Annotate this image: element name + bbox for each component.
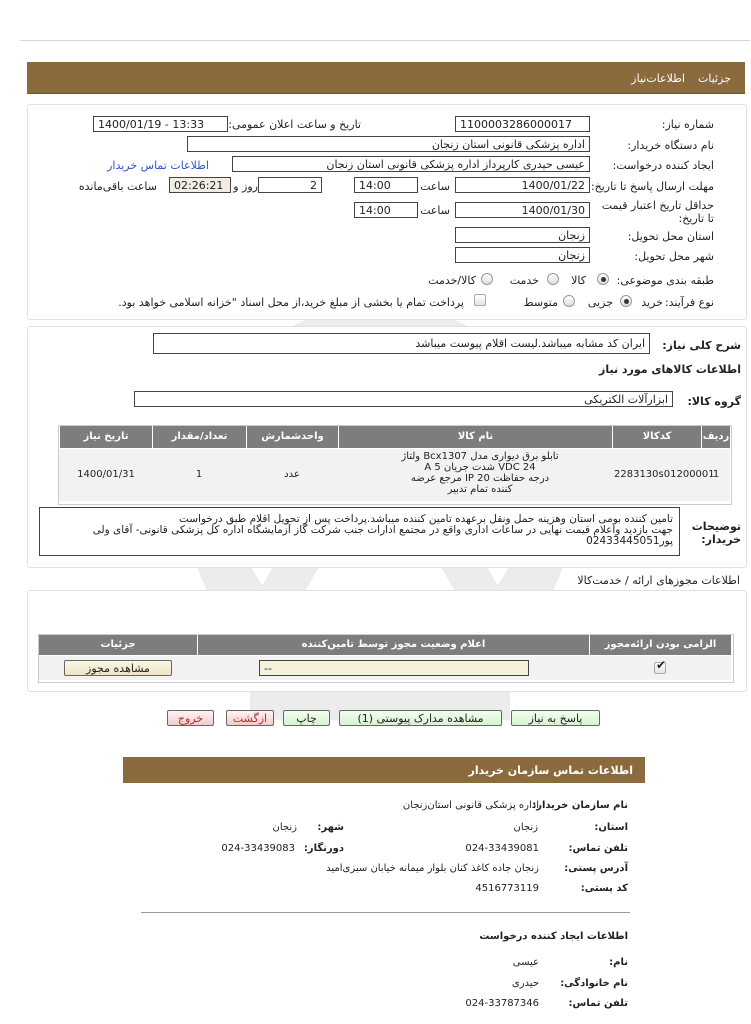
postal-label: کد پستی: xyxy=(580,883,628,894)
city-contact-label: شهر: xyxy=(317,822,344,833)
cell-unit: عدد xyxy=(284,469,300,480)
phone-label: تلفن تماس: xyxy=(568,843,628,854)
goods-group-label: گروه کالا: xyxy=(687,395,741,408)
category-goods-radio[interactable] xyxy=(597,273,609,285)
deadline-time-field: 14:00 xyxy=(354,177,418,193)
creator-family-value: حیدری xyxy=(511,978,539,989)
city-contact-value: زنجان xyxy=(272,822,297,833)
cell-name: تابلو برق دیواری مدل Bcx1307 ولتاژ 24 VDC شدت جریان 5 A درجه حفاظت IP 20 مرجع عرضه کننده تمام تدبیر xyxy=(401,451,559,495)
org-value: اداره پزشکی قانونی استان‌زنجان xyxy=(402,800,539,811)
category-label: طبقه بندی موضوعی: xyxy=(616,274,714,287)
process-small-radio[interactable] xyxy=(620,295,632,307)
permits-title: اطلاعات مجوزهای ارائه / خدمت‌کالا xyxy=(577,574,740,587)
deadline-hour-label: ساعت xyxy=(420,180,450,193)
summary-label: شرح کلی نیاز: xyxy=(662,339,741,352)
permit-status-field: -- xyxy=(259,660,529,676)
attachments-button[interactable]: مشاهده مدارک پیوستی (1) xyxy=(339,710,502,726)
postal-value: 4516773119 xyxy=(475,883,539,894)
need-number-field: 1100003286000017 xyxy=(455,116,590,132)
check-icon: ✔ xyxy=(656,658,667,672)
creator-name-label: نام: xyxy=(609,957,628,968)
col-qty: تعداد/مقدار xyxy=(153,426,246,448)
process-buy-label: خرید xyxy=(641,296,663,309)
col-code: کدکالا xyxy=(613,426,701,448)
treasury-payment-checkbox[interactable] xyxy=(474,294,486,306)
view-permit-button[interactable]: مشاهده مجوز xyxy=(64,660,172,676)
cell-date: 1400/01/31 xyxy=(77,469,135,480)
days-label: روز و xyxy=(233,180,258,193)
org-label: نام سازمان خریدار: xyxy=(532,800,628,811)
creator-info-title: اطلاعات ایجاد کننده درخواست xyxy=(479,931,628,942)
creator-label: ایجاد کننده درخواست: xyxy=(612,159,714,172)
days-field: 2 xyxy=(258,177,322,193)
top-divider xyxy=(20,40,750,41)
category-both-radio[interactable] xyxy=(481,273,493,285)
validity-hour-label: ساعت xyxy=(420,204,450,217)
col-row: ردیف xyxy=(702,426,730,448)
validity-time-field: 14:00 xyxy=(354,202,418,218)
announce-field: 1400/01/19 - 13:33 xyxy=(93,116,228,132)
creator-phone-label: تلفن تماس: xyxy=(568,998,628,1009)
tab-need-info[interactable]: اطلاعات‌نیاز xyxy=(631,72,685,85)
exit-button[interactable]: خروج xyxy=(167,710,214,726)
contact-divider xyxy=(141,912,630,913)
category-goods-label: کالا xyxy=(571,274,586,287)
province-field: زنجان xyxy=(455,227,590,243)
cell-qty: 1 xyxy=(195,469,203,480)
city-field: زنجان xyxy=(455,247,590,263)
need-number-label: شماره نیاز: xyxy=(661,118,714,131)
treasury-payment-note: پرداخت تمام یا بخشی از مبلغ خرید،از محل اسناد "خزانه اسلامی خواهد بود. xyxy=(118,296,464,309)
print-button[interactable]: چاپ xyxy=(283,710,330,726)
deadline-date-field: 1400/01/22 xyxy=(455,177,590,193)
buyer-name-field: اداره پزشکی قانونی استان زنجان xyxy=(187,136,590,152)
reply-button[interactable]: پاسخ به نیاز xyxy=(511,710,600,726)
phone-value: 024-33439081 xyxy=(465,843,539,854)
category-both-label: کالا/خدمت xyxy=(428,274,476,287)
goods-group-field: ابزارآلات الکتریکی xyxy=(134,391,673,407)
address-value: زنجان جاده کاغذ کنان بلوار میمانه خیابان سبزی‌امید xyxy=(326,863,539,874)
remaining-time-field: 02:26:21 xyxy=(169,177,231,193)
province-contact-label: استان: xyxy=(594,822,628,833)
col-permit-status: اعلام وضعیت مجوز توسط تامین‌کننده xyxy=(198,635,589,655)
creator-phone-value: 024-33787346 xyxy=(465,998,539,1009)
cell-row: 1 xyxy=(712,469,720,480)
goods-title: اطلاعات کالاهای مورد نیاز xyxy=(599,363,741,376)
validity-label: حداقل تاریخ اعتبار قیمت تا تاریخ: xyxy=(601,199,714,225)
contact-title: اطلاعات تماس سازمان خریدار xyxy=(468,764,633,777)
tab-details[interactable]: جزئیات xyxy=(698,72,731,85)
creator-field: عیسی حیدری کارپرداز اداره پزشکی قانونی استان زنجان xyxy=(232,156,590,172)
summary-field: ایران کد مشابه میباشد.لیست اقلام پیوست میباشد xyxy=(153,333,650,354)
deadline-label: مهلت ارسال پاسخ تا تاریخ: xyxy=(590,180,714,193)
col-permit-details: جزئیات xyxy=(39,635,197,655)
process-small-label: جزیی xyxy=(587,296,613,309)
contact-header-bar xyxy=(123,757,645,783)
validity-date-field: 1400/01/30 xyxy=(455,202,590,218)
back-button[interactable]: ازگشت xyxy=(226,710,274,726)
col-name: نام کالا xyxy=(339,426,612,448)
cell-code: 2283130s01200001 xyxy=(614,469,715,480)
col-unit: واحدشمارش xyxy=(247,426,338,448)
col-permit-required: الزامی بودن ارائه‌مجوز xyxy=(590,635,731,655)
table-row xyxy=(59,449,730,501)
process-medium-radio[interactable] xyxy=(563,295,575,307)
creator-name-value: عیسی xyxy=(512,957,539,968)
address-label: آدرس پستی: xyxy=(564,863,628,874)
fax-label: دورنگار: xyxy=(303,843,344,854)
page-header-bar xyxy=(27,62,745,94)
category-service-radio[interactable] xyxy=(547,273,559,285)
buyer-notes-field: تامین کننده بومی استان وهزینه حمل ونقل برعهده تامین کننده میباشد.پرداخت پس از تحویل اقلام طبق درخواست جهت بازدید واعلام قیمت نهایی در ساعات اداری واقع در مجتمع ادارات جنب شرکت گاز آزمایشگاه اداره کل پزشکی قانونی- آقای ولی پور02433445051 xyxy=(39,507,680,556)
city-label: شهر محل تحویل: xyxy=(634,250,714,263)
remaining-label: ساعت باقی‌مانده xyxy=(78,180,157,193)
buyer-name-label: نام دستگاه خریدار: xyxy=(627,139,714,152)
announce-label: تاریخ و ساعت اعلان عمومی: xyxy=(228,118,361,131)
creator-family-label: نام خانوادگی: xyxy=(560,978,628,989)
buyer-notes-label: توضیحات خریدار: xyxy=(691,520,741,546)
col-date: تاریخ نیاز xyxy=(60,426,152,448)
process-type-label: نوع فرآیند: xyxy=(664,296,714,309)
buyer-contact-link[interactable]: اطلاعات تماس خریدار xyxy=(107,159,209,172)
province-contact-value: زنجان xyxy=(513,822,538,833)
province-label: استان محل تحویل: xyxy=(627,230,714,243)
process-medium-label: متوسط xyxy=(523,296,558,309)
category-service-label: خدمت xyxy=(509,274,539,287)
fax-value: 024-33439083 xyxy=(221,843,295,854)
